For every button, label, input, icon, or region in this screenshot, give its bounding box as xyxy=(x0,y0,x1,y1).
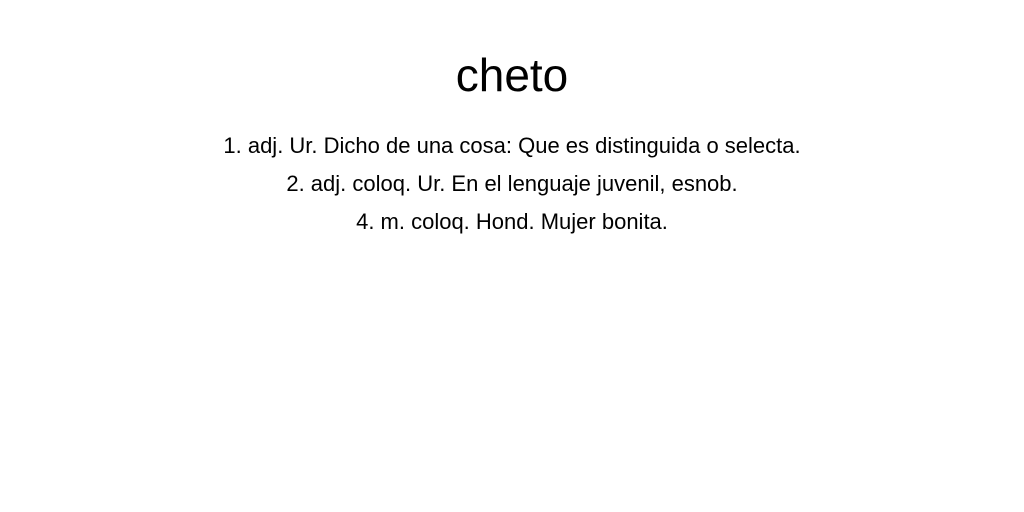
definition-item: 1. adj. Ur. Dicho de una cosa: Que es distinguida o selecta. xyxy=(223,133,801,158)
definition-list xyxy=(0,127,1024,241)
headword: cheto xyxy=(455,49,569,101)
definition-item: 4. m. coloq. Hond. Mujer bonita. xyxy=(356,209,668,234)
definition-item: 2. adj. coloq. Ur. En el lenguaje juvenil, esnob. xyxy=(286,171,738,196)
